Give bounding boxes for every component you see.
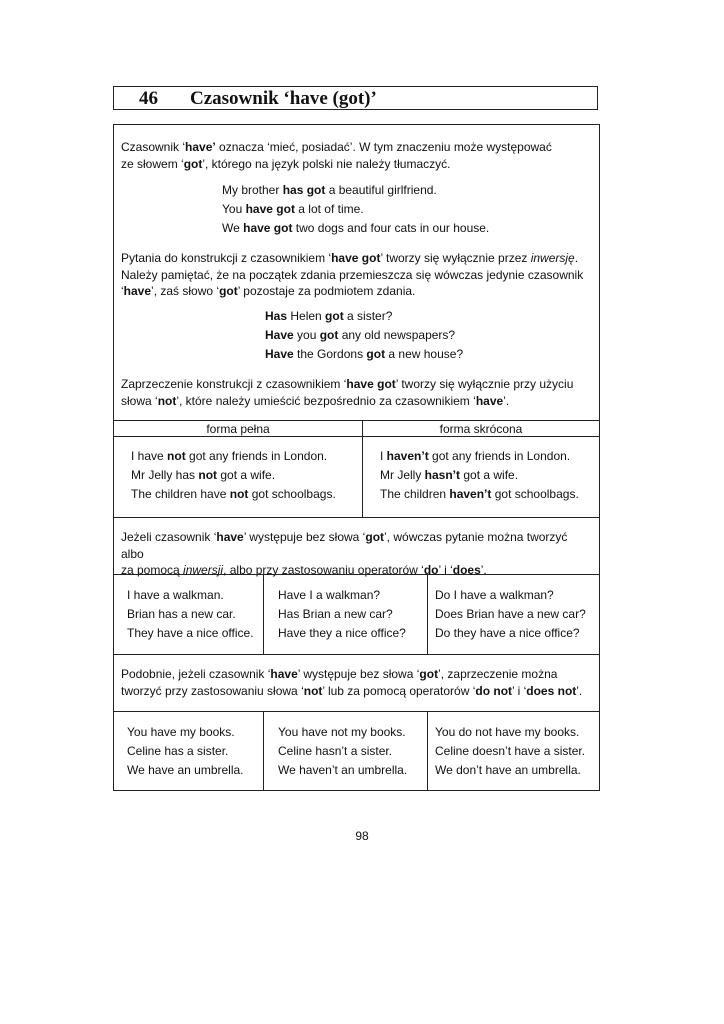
divider — [114, 574, 599, 575]
chapter-number: 46 — [139, 88, 158, 109]
example-line: Have you got any old newspapers? — [265, 328, 456, 342]
example-line: Mr Jelly has not got a wife. — [131, 468, 276, 482]
example-line: Have the Gordons got a new house? — [265, 347, 464, 361]
example-line: Does Brian have a new car? — [435, 607, 586, 621]
example-line: We haven’t an umbrella. — [278, 763, 408, 777]
example-line: Have I a walkman? — [278, 588, 381, 602]
example-line: Have they a nice office? — [278, 626, 406, 640]
example-line: Has Brian a new car? — [278, 607, 393, 621]
example-line: Celine hasn’t a sister. — [278, 744, 393, 758]
column-header-short: forma skrócona — [439, 422, 523, 436]
negation-paragraph: Zaprzeczenie konstrukcji z czasownikiem ‘have got’ tworzy się wyłącznie przy użyciu słowa ‘not’, które należy umieścić bezpośrednio za czasownikiem ‘have’. — [121, 377, 574, 408]
example-line: The children have not got schoolbags. — [131, 487, 336, 501]
question-examples — [265, 307, 463, 364]
divider — [114, 711, 599, 712]
intro-examples — [222, 181, 489, 238]
statement-examples — [127, 723, 244, 780]
column-divider — [263, 574, 264, 654]
column-divider — [427, 574, 428, 654]
example-line: You do not have my books. — [435, 725, 580, 739]
not-examples — [278, 723, 407, 780]
column-divider — [362, 420, 363, 517]
example-line: Celine has a sister. — [127, 744, 229, 758]
divider — [114, 517, 599, 518]
column-divider — [263, 711, 264, 791]
example-line: I haven’t got any friends in London. — [380, 449, 571, 463]
chapter-title: Czasownik ‘have (got)’ — [190, 88, 377, 109]
example-line: I have not got any friends in London. — [131, 449, 328, 463]
example-line: Has Helen got a sister? — [265, 309, 393, 323]
without-got-paragraph: Jeżeli czasownik ‘have’ występuje bez słowa ‘got’, wówczas pytanie można tworzyć albo za pomocą inwersji, albo przy zastosowaniu operatorów ‘do’ i ‘does’. — [121, 530, 568, 577]
example-line: We have an umbrella. — [127, 763, 244, 777]
column-divider — [427, 711, 428, 791]
example-line: Do I have a walkman? — [435, 588, 554, 602]
example-line: Mr Jelly hasn’t got a wife. — [380, 468, 519, 482]
do-does-examples — [435, 586, 586, 643]
example-line: My brother has got a beautiful girlfriend. — [222, 183, 437, 197]
example-line: I have a walkman. — [127, 588, 224, 602]
example-line: The children haven’t got schoolbags. — [380, 487, 579, 501]
page-number: 98 — [355, 829, 369, 843]
example-line: You have got a lot of time. — [222, 202, 364, 216]
content-box — [113, 124, 600, 791]
example-line: Brian has a new car. — [127, 607, 236, 621]
questions-paragraph: Pytania do konstrukcji z czasownikiem ‘have got’ tworzy się wyłącznie przez inwersję. Należy pamiętać, że na początek zdania przemieszcza się wówczas jedynie czasownik ‘have’, zaś słowo ‘got’ pozostaje za podmiotem zdania. — [121, 251, 584, 298]
example-line: We have got two dogs and four cats in our house. — [222, 221, 490, 235]
do-not-examples — [435, 723, 585, 780]
short-form-examples — [380, 447, 579, 504]
statement-examples — [127, 586, 254, 643]
intro-paragraph: Czasownik ‘have’ oznacza ‘mieć, posiadać’. W tym znaczeniu może występować ze słowem ‘got’, którego na język polski nie należy tłumaczyć. — [121, 140, 552, 171]
column-header-full: forma pełna — [206, 422, 270, 436]
neg-without-got-paragraph: Podobnie, jeżeli czasownik ‘have’ występuje bez słowa ‘got’, zaprzeczenie można tworzyć przy zastosowaniu słowa ‘not’ lub za pomocą operatorów ‘do not’ i ‘does not’. — [121, 667, 583, 698]
example-line: Do they have a nice office? — [435, 626, 580, 640]
divider — [114, 436, 599, 437]
example-line: They have a nice office. — [127, 626, 254, 640]
inversion-examples — [278, 586, 406, 643]
divider — [114, 654, 599, 655]
example-line: You have not my books. — [278, 725, 406, 739]
example-line: We don’t have an umbrella. — [435, 763, 581, 777]
full-form-examples — [131, 447, 336, 504]
example-line: Celine doesn’t have a sister. — [435, 744, 586, 758]
chapter-title-box — [113, 86, 598, 110]
example-line: You have my books. — [127, 725, 235, 739]
